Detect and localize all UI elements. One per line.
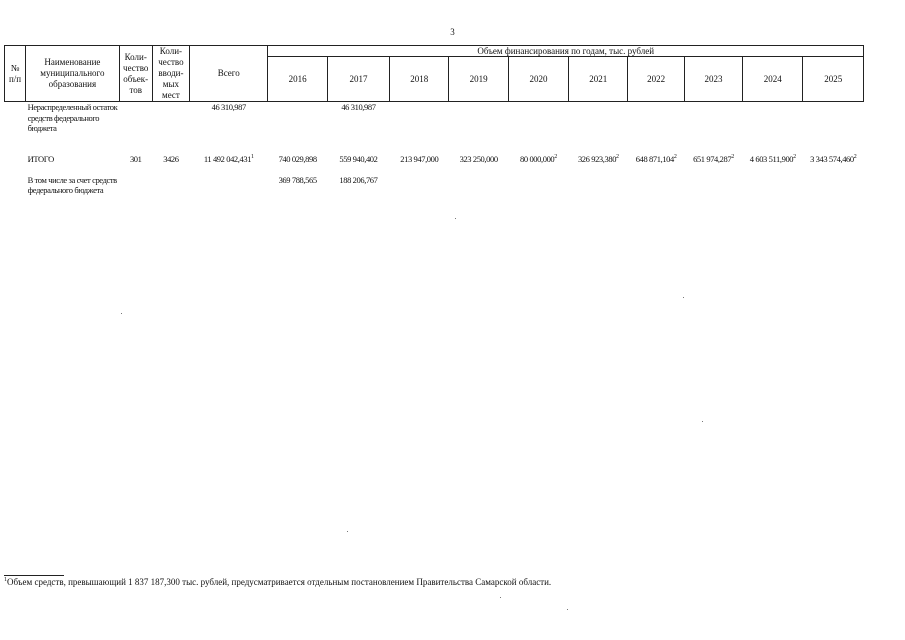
row-value-2025: 3 343 574,460$^2$: [810, 153, 857, 164]
scan-speck: [455, 218, 456, 219]
header-financing-group: Объем финансирования по годам, тыс. рублей: [268, 46, 864, 57]
row-value-2017: 188 206,767: [339, 174, 378, 185]
row-value-2021: 326 923,380$^2$: [577, 153, 619, 164]
table-row-undistributed: [5, 102, 864, 154]
row-value-2023: 651 974,287$^2$: [693, 153, 734, 164]
row-value-2016: 740 029,898: [278, 153, 317, 164]
header-year-2020: 2020: [508, 57, 568, 102]
scan-speck: [567, 609, 568, 610]
row-name: Нераспределенный остаток средств федерального бюджета: [27, 102, 118, 133]
row-name: В том числе за счет средств федерального бюджета: [27, 174, 117, 195]
header-num: № п/п: [5, 46, 26, 102]
header-total: Всего: [190, 46, 268, 102]
header-year-2023: 2023: [684, 57, 742, 102]
row-value-2016: 369 788,565: [278, 174, 317, 185]
row-total: 46 310,987: [211, 102, 246, 112]
footnote: [4, 577, 551, 587]
footnote-text: Объем средств, превышающий 1 837 187,300 тыс. рублей, предусматривается отдельным постановлением Правительства Самарской области.: [7, 577, 552, 587]
page-number: 3: [450, 27, 455, 37]
row-places: 3426: [163, 153, 179, 164]
header-objects: Коли-чество объек-тов: [119, 46, 152, 102]
header-year-2019: 2019: [449, 57, 508, 102]
header-places: Коли-чество вводи-мых мест: [152, 46, 189, 102]
scan-speck: [500, 597, 501, 598]
header-year-2018: 2018: [390, 57, 449, 102]
scan-speck: [121, 313, 122, 314]
header-year-2016: 2016: [268, 57, 327, 102]
row-value-2020: 80 000,000$^2$: [520, 153, 557, 164]
row-name: ИТОГО: [27, 153, 54, 164]
scan-speck: [702, 421, 703, 422]
header-year-2022: 2022: [628, 57, 684, 102]
row-value-2024: 4 603 511,900$^2$: [749, 153, 796, 164]
header-year-2025: 2025: [803, 57, 864, 102]
row-value-2022: 648 871,104$^2$: [635, 153, 677, 164]
footnote-marker: 1: [4, 577, 7, 583]
row-value-2018: 213 947,000: [400, 153, 439, 164]
header-name: Наименование муниципального образования: [26, 46, 120, 102]
table-row-federal: [5, 175, 864, 223]
header-year-2017: 2017: [327, 57, 389, 102]
header-year-2021: 2021: [569, 57, 628, 102]
row-value-2019: 323 250,000: [459, 153, 498, 164]
footnote-rule: [4, 575, 64, 576]
scan-speck: [683, 297, 684, 298]
header-year-2024: 2024: [743, 57, 803, 102]
scan-speck: [347, 531, 348, 532]
table-row-itogo: [5, 154, 864, 175]
row-value-2017: 46 310,987: [341, 102, 376, 112]
row-objects: 301: [129, 153, 142, 164]
row-total: 11 492 042,431$^1$: [203, 153, 254, 164]
row-value-2017: 559 940,402: [339, 153, 378, 164]
financing-table: [4, 45, 864, 223]
